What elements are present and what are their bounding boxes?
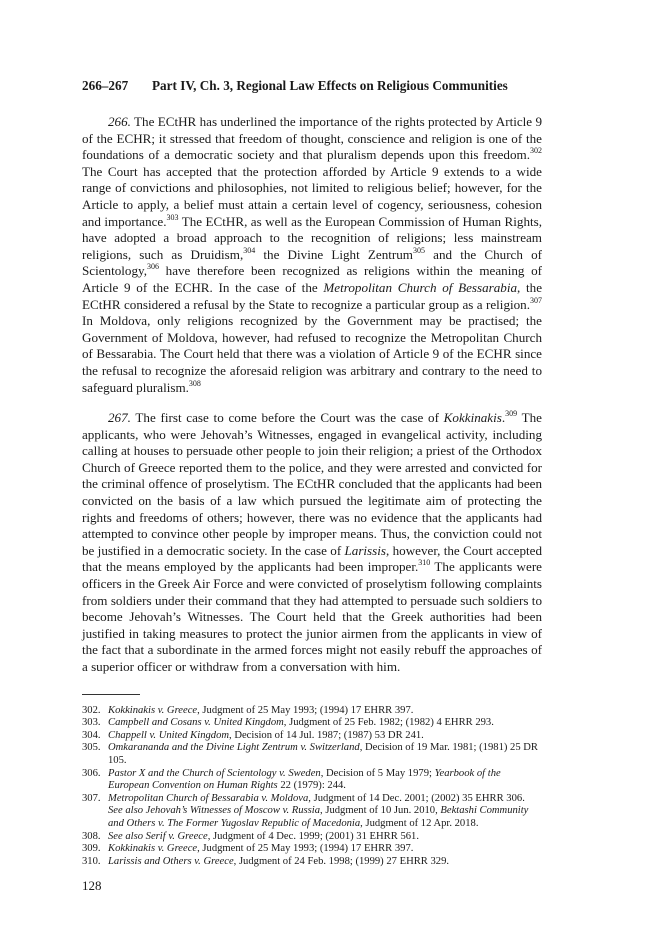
text-run: have therefore been recognized as religions within the meaning of Article 9 of the ECHR. In the case of the	[82, 263, 542, 295]
text-run: , the ECtHR considered a refusal by the State to recognize a particular group as a religion.	[82, 279, 543, 312]
text-run: , Judgment of 25 May 1993; (1994) 17 EHRR 397.	[197, 843, 414, 855]
italic-text: Campbell and Cosans v. United Kingdom	[108, 717, 284, 729]
text-run: 22 (1979): 244.	[277, 780, 346, 792]
text-run: , however, the Court accepted that the means employed by the applicants had been improper.	[82, 542, 542, 575]
footnote-reference: 308	[188, 378, 201, 388]
footnote-item	[82, 717, 542, 730]
footnote-number: 306.	[82, 767, 101, 779]
text-run: , Judgment of 4 Dec. 1999; (2001) 31 EHRR 561.	[207, 830, 419, 842]
footnote-reference: 303	[166, 212, 179, 222]
footnote-item	[82, 742, 542, 767]
text-run: The first case to come before the Court was the case of	[130, 410, 444, 426]
text-run: The applicants, who were Jehovah’s Witnesses, engaged in evangelical activity, including calling at houses to persuade other people to join their religion; a priest of the Orthodox Church of Greece reported them to the police, and they were arrested and convicted for the criminal offence of proselytism. The ECtHR concluded that the applicants had been convicted on the basis of a law which pursued the legitimate aim of protecting the rights and freedoms of others; however, there was no evidence that the applicants had attempted to convince other people by improper means. Thus, the conviction could not be justified in a democratic society. In the case of	[82, 410, 542, 558]
italic-text: Larissis	[344, 542, 386, 558]
footnote-number: 309.	[82, 843, 101, 855]
text-run: , Judgment of 25 Feb. 1982; (1982) 4 EHRR 293.	[283, 717, 494, 729]
footnote-text	[108, 793, 542, 831]
footnote-text	[108, 768, 542, 793]
body-text	[82, 114, 542, 676]
paragraph-range: 266–267	[82, 78, 129, 93]
italic-text: Kokkinakis	[443, 410, 502, 426]
chapter-title: Part IV, Ch. 3, Regional Law Effects on Religious Communities	[152, 78, 508, 93]
text-run: , Judgment of 25 May 1993; (1994) 17 EHRR 397.	[197, 704, 414, 716]
footnote-reference: 309	[505, 409, 518, 419]
text-run: In Moldova, only religions recognized by the Government may be practised; the Government of Moldova, however, had refused to recognize the Metropolitan Church of Bessarabia. The Court held that there was a violation of Article 9 of the ECHR since the refusal to recognize the aforesaid religion was arbitrary and contrary to the need to safeguard pluralism.	[82, 313, 542, 395]
book-page	[82, 78, 542, 868]
footnote-text	[108, 742, 542, 767]
paragraph-number: 266.	[108, 114, 131, 129]
footnote-reference: 305	[412, 245, 425, 255]
italic-text: Metropolitan Church of Bessarabia v. Moldova	[108, 792, 309, 804]
footnote-item	[82, 793, 542, 831]
footnote-rule	[82, 694, 140, 695]
footnote-text	[108, 717, 542, 730]
footnote-item	[82, 843, 542, 856]
paragraph-266	[82, 114, 542, 396]
italic-text: Kokkinakis v. Greece	[108, 704, 198, 716]
italic-text: Omkarananda and the Divine Light Zentrum v. Switzerland	[108, 742, 360, 754]
footnote-item	[82, 831, 542, 844]
italic-text: Bektashi Community and Others v. The Former Yugoslav Republic of Macedonia	[108, 805, 529, 829]
italic-text: Chappell v. United Kingdom	[108, 729, 230, 741]
footnote-reference: 304	[243, 245, 256, 255]
footnote-reference: 307	[530, 295, 542, 305]
italic-text: Larissis and Others v. Greece	[108, 855, 234, 867]
italic-text: Kokkinakis v. Greece	[108, 843, 198, 855]
text-run: , Decision of 5 May 1979;	[320, 767, 435, 779]
italic-text: See also Serif v. Greece	[108, 830, 208, 842]
footnote-text	[108, 843, 542, 856]
italic-text: See also Jehovah’s Witnesses of Moscow v. Russia	[108, 805, 321, 817]
italic-text: Yearbook of the European Convention on Human Rights	[108, 767, 501, 792]
footnote-number: 307.	[82, 792, 101, 804]
text-run: The Court has accepted that the protection afforded by Article 9 extends to a wide range of convictions and philosophies, not limited to religious belief; however, for the Article to apply, a belief must attain a certain level of cogency, seriousness, cohesion and importance.	[82, 163, 542, 229]
text-run: .	[501, 410, 506, 426]
text-run: , Judgment of 24 Feb. 1998; (1999) 27 EHRR 329.	[233, 855, 450, 867]
text-run: , Decision of 19 Mar. 1981; (1981) 25 DR 105.	[108, 742, 538, 766]
footnote-text	[108, 730, 542, 743]
footnote-text	[108, 705, 542, 718]
text-run: and the Church of Scientology,	[82, 246, 542, 279]
page-number: 128	[82, 878, 102, 893]
footnotes-list	[82, 705, 542, 869]
paragraph-number: 267.	[108, 410, 131, 426]
footnote-reference: 310	[418, 558, 431, 568]
footnote-text	[108, 856, 542, 869]
footnote-number: 308.	[82, 830, 101, 842]
italic-text: Pastor X and the Church of Scientology v. Sweden	[108, 767, 321, 779]
text-run: , Judgment of 14 Dec. 2001; (2002) 35 EHRR 306.	[308, 792, 525, 804]
footnote-text	[108, 831, 542, 844]
footnote-reference: 306	[146, 262, 159, 272]
text-run: the Divine Light Zentrum	[255, 246, 413, 262]
running-header	[82, 78, 542, 94]
footnote-number: 310.	[82, 855, 101, 867]
text-run: , Decision of 14 Jul. 1987; (1987) 53 DR 241.	[229, 729, 424, 741]
footnote-number: 305.	[82, 742, 101, 754]
text-run: The applicants were officers in the Greek Air Force and were convicted of proselytism following complaints from soldiers under their command that they had attempted to persuade such soldiers to become Jehovah’s Witnesses. The Court held that the Greek authorities had been justified in taking measures to protect the junior airmen from the applicants in view of the fact that a subordinate in the armed forces might not easily rebuff the approaches of a superior officer or withdraw from a conversation with him.	[82, 559, 542, 674]
footnote-item	[82, 856, 542, 869]
footnote-item	[82, 730, 542, 743]
footnote-reference: 302	[530, 146, 542, 156]
footnote-item	[82, 768, 542, 793]
footnote-number: 304.	[82, 729, 101, 741]
text-run: , Judgment of 12 Apr. 2018.	[360, 817, 479, 829]
text-run: , Judgment of 10 Jun. 2010,	[320, 805, 441, 817]
text-run: The ECtHR has underlined the importance of the rights protected by Article 9 of the ECHR; it stressed that freedom of thought, conscience and religion is one of the foundations of a democratic society and that pluralism depends upon this freedom.	[82, 114, 542, 163]
text-run: The ECtHR, as well as the European Commission of Human Rights, have adopted a broad approach to the recognition of religions; less mainstream religions, such as Druidism,	[82, 213, 542, 262]
paragraph-267	[82, 410, 542, 676]
footnote-item	[82, 705, 542, 718]
italic-text: Metropolitan Church of Bessarabia	[323, 279, 518, 295]
footnote-number: 302.	[82, 704, 101, 716]
footnote-number: 303.	[82, 717, 101, 729]
